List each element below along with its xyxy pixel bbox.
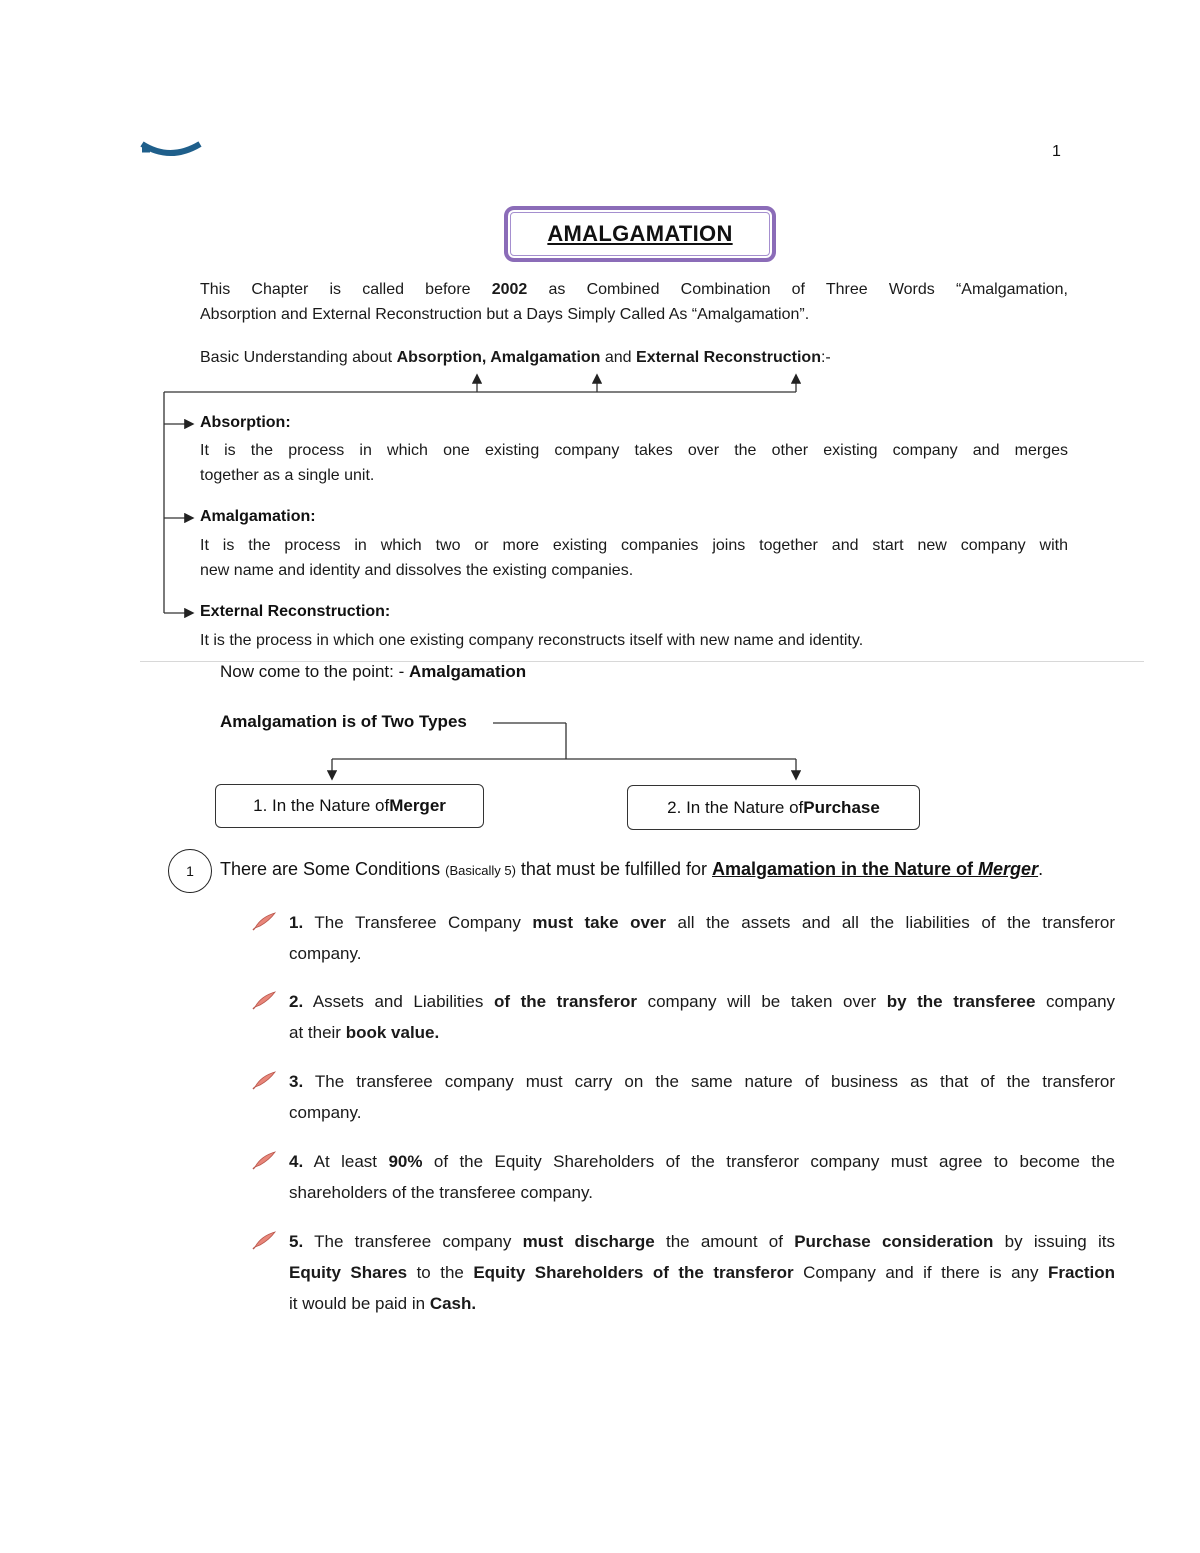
amalgamation-heading: Amalgamation: — [200, 508, 316, 525]
purchase-type-box: 2. In the Nature of Purchase — [627, 785, 920, 830]
absorption-definition — [200, 438, 1068, 488]
condition-2: 2. Assets and Liabilities of the transferor company will be taken over by the transferee company at their book value. — [289, 992, 1116, 1042]
types-heading: Amalgamation is of Two Types — [220, 712, 467, 731]
amalgamation-definition — [200, 533, 1068, 583]
quill-bullet-icon — [252, 911, 278, 931]
conditions-intro: There are Some Conditions (Basically 5) that must be fulfilled for Amalgamation in the Nature of Merger. — [220, 859, 1044, 879]
external-reconstruction-definition: It is the process in which one existing company reconstructs itself with new name and identity. — [200, 632, 864, 649]
page-title: AMALGAMATION — [547, 221, 733, 246]
page-number: 1 — [1052, 143, 1061, 160]
intro-line-2: Absorption and External Reconstruction but a Days Simply Called As “Amalgamation”. — [200, 306, 810, 323]
amalgamation-line-2: new name and identity and dissolves the existing companies. — [200, 562, 634, 579]
quill-bullet-icon — [252, 1150, 278, 1170]
amalgamation-line-1: It is the process in which two or more existing companies joins together and start new company with — [200, 537, 1068, 554]
now-come-to-point: Now come to the point: - Amalgamation — [220, 662, 527, 681]
condition-3: 3. The transferee company must carry on the same nature of business as that of the transferor company. — [289, 1072, 1115, 1122]
absorption-line-1: It is the process in which one existing company takes over the other existing company and merges — [200, 442, 1068, 459]
types-connector-diagram — [0, 700, 1200, 790]
condition-4: 4. At least 90% of the Equity Shareholders of the transferor company must agree to become the shareholders of the transferee company. — [289, 1152, 1116, 1202]
merger-type-box: 1. In the Nature of Merger — [215, 784, 484, 828]
condition-1: 1. The Transferee Company must take over all the assets and all the liabilities of the transferor company. — [289, 913, 1115, 963]
absorption-line-2: together as a single unit. — [200, 467, 375, 484]
quill-bullet-icon — [252, 1070, 278, 1090]
section-number-circle: 1 — [168, 849, 212, 893]
external-reconstruction-heading: External Reconstruction: — [200, 603, 391, 620]
absorption-heading: Absorption: — [200, 414, 291, 431]
basic-understanding: Basic Understanding about Absorption, Amalgamation and External Reconstruction:- — [200, 349, 831, 366]
quill-bullet-icon — [252, 990, 278, 1010]
condition-5: 5. The transferee company must discharge the amount of Purchase consideration by issuing its Equity Shares to the Equity Shareholders of the transferor Company and if there is any Fraction it would be paid in Cash. — [289, 1232, 1116, 1313]
intro-line-1: This Chapter is called before 2002 as Combined Combination of Three Words “Amalgamation, — [200, 281, 1069, 298]
quill-bullet-icon — [252, 1230, 278, 1250]
